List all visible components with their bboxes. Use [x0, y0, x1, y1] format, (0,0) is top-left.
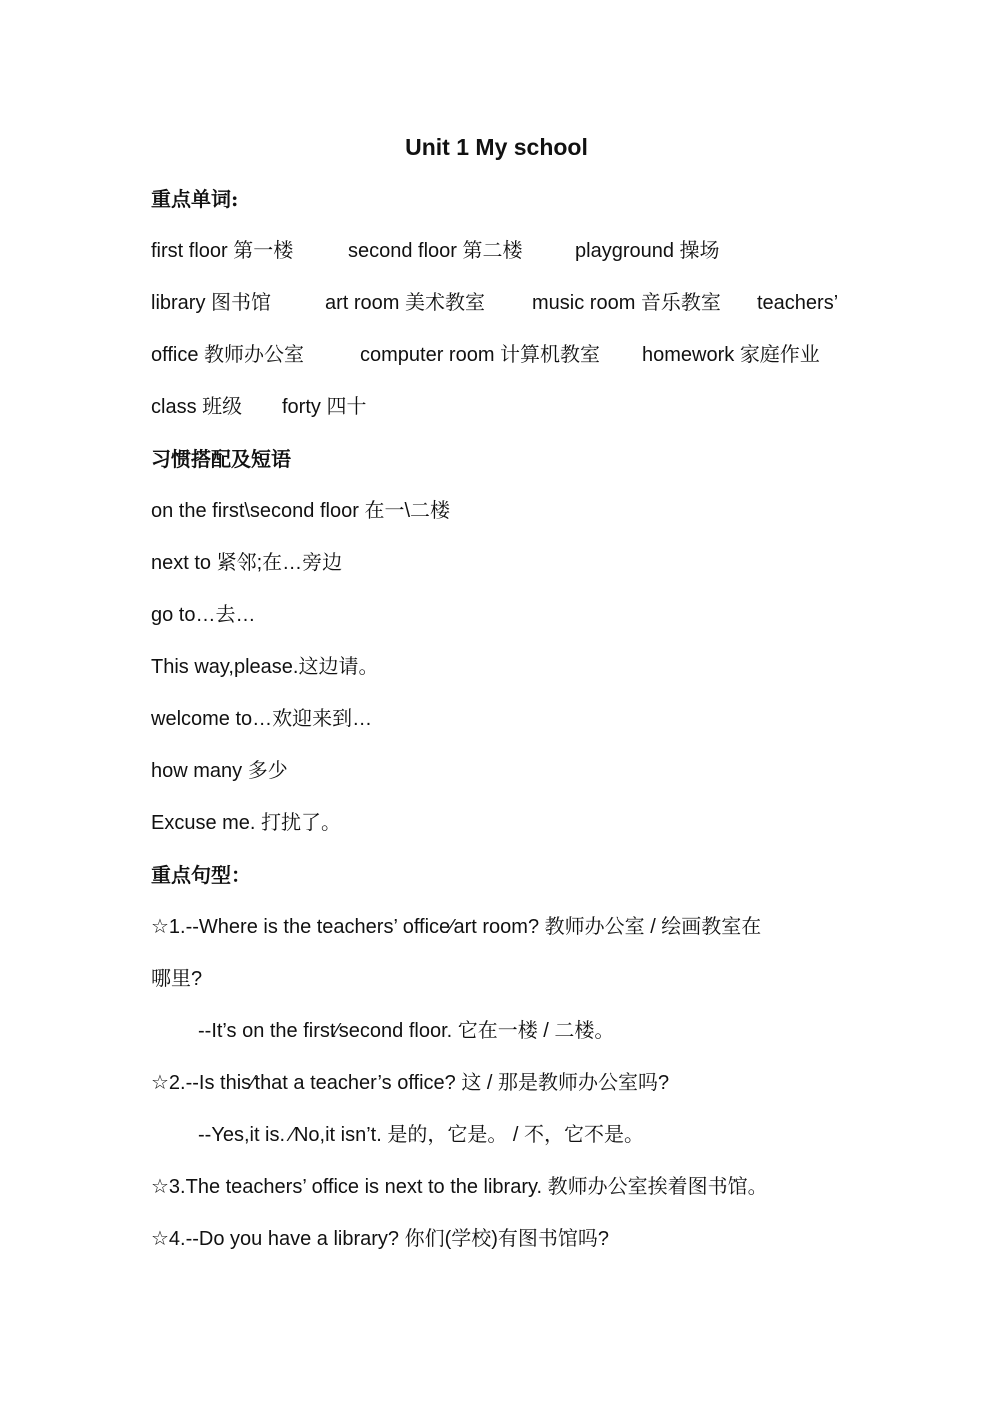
phrase-item: welcome to…欢迎来到… — [151, 708, 373, 730]
vocab-row-3 — [151, 337, 851, 373]
vocab-item: playground 操场 — [575, 240, 720, 262]
sentence-line: 哪里? — [151, 968, 203, 990]
vocab-item: office 教师办公室 — [151, 344, 304, 366]
sentences-heading: 重点句型： — [151, 863, 251, 887]
vocab-item: computer room 计算机教室 — [360, 344, 601, 366]
vocab-row-1 — [151, 233, 851, 269]
vocab-item: library 图书馆 — [151, 292, 272, 314]
vocab-item: forty 四十 — [282, 396, 367, 418]
phrase-item: next to 紧邻;在…旁边 — [151, 552, 343, 574]
sentence-answer-line: --Yes,it is. ⁄No,it isn’t. 是的，它是。 / 不，它不是。 — [198, 1124, 644, 1146]
sentence-line: ☆2.--Is this⁄that a teacher’s office? 这 / 那是教师办公室吗? — [151, 1072, 670, 1094]
vocab-item: homework 家庭作业 — [642, 344, 820, 366]
sentence-line: ☆4.--Do you have a library? 你们(学校)有图书馆吗? — [151, 1228, 610, 1250]
vocab-item: first floor 第一楼 — [151, 240, 294, 262]
vocab-row-4 — [151, 389, 851, 425]
sentence-answer-line: --It’s on the first⁄second floor. 它在一楼 / 二楼。 — [198, 1020, 615, 1042]
vocab-item: art room 美术教室 — [325, 292, 486, 314]
vocab-item: second floor 第二楼 — [348, 240, 523, 262]
document-title: Unit 1 My school — [405, 134, 588, 160]
vocab-item: class 班级 — [151, 396, 243, 418]
phrase-item: go to…去… — [151, 604, 256, 626]
vocab-item: teachers’ — [757, 292, 839, 314]
phrase-item: how many 多少 — [151, 760, 288, 782]
phrase-item: on the first\second floor 在一\二楼 — [151, 500, 451, 522]
phrase-item: Excuse me. 打扰了。 — [151, 812, 342, 834]
sentence-line: ☆1.--Where is the teachers’ office⁄art room? 教师办公室 / 绘画教室在 — [151, 916, 762, 938]
phrases-heading: 习惯搭配及短语 — [151, 447, 291, 471]
phrase-item: This way,please.这边请。 — [151, 656, 379, 678]
vocab-item: music room 音乐教室 — [532, 292, 721, 314]
sentence-line: ☆3.The teachers’ office is next to the library. 教师办公室挨着图书馆。 — [151, 1176, 768, 1198]
vocab-heading: 重点单词: — [151, 187, 239, 211]
vocab-row-2 — [151, 285, 851, 321]
